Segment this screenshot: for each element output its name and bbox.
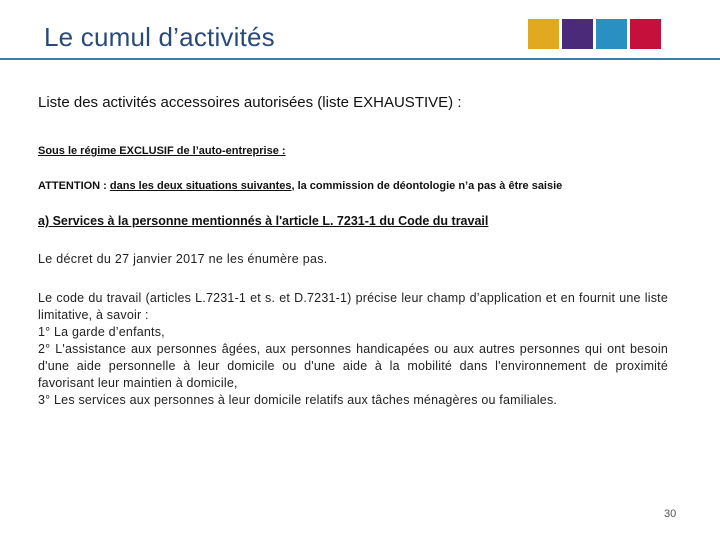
- paragraph-line: Le code du travail (articles L.7231-1 et s. et D.7231-1) précise leur champ d’application et en fournit une liste limitative, à savoir :: [38, 291, 668, 322]
- paragraph-line: 2° L'assistance aux personnes âgées, aux personnes handicapées ou aux autres personnes qui ont besoin d'une aide personnelle à leur domicile ou d'une aide à la mobilité dans l'environnement de proximité favorisant leur maintien à domicile,: [38, 342, 668, 390]
- yellow-square: [528, 19, 559, 49]
- blue-square: [596, 19, 627, 49]
- attention-note: [38, 180, 562, 192]
- paragraph-line: 1° La garde d’enfants,: [38, 325, 165, 339]
- page-title: Le cumul d’activités: [44, 22, 275, 52]
- paragraph-line: 3° Les services aux personnes à leur domicile relatifs aux tâches ménagères ou familiales.: [38, 393, 558, 407]
- red-square: [630, 19, 661, 49]
- list-heading: Liste des activités accessoires autorisées (liste EXHAUSTIVE) :: [38, 94, 462, 111]
- title-divider: [0, 58, 720, 60]
- decret-text: Le décret du 27 janvier 2017 ne les énumère pas.: [38, 252, 328, 266]
- regime-heading: Sous le régime EXCLUSIF de l’auto-entreprise :: [38, 145, 286, 157]
- attention-prefix: ATTENTION :: [38, 180, 110, 192]
- page-number: 30: [664, 508, 677, 520]
- section-a-heading: a) Services à la personne mentionnés à l'article L. 7231-1 du Code du travail: [38, 214, 489, 228]
- services-paragraph: [38, 290, 668, 409]
- attention-underlined: dans les deux situations suivantes: [109, 180, 292, 192]
- purple-square: [562, 19, 593, 49]
- attention-suffix: , la commission de déontologie n’a pas à être saisie: [291, 180, 563, 192]
